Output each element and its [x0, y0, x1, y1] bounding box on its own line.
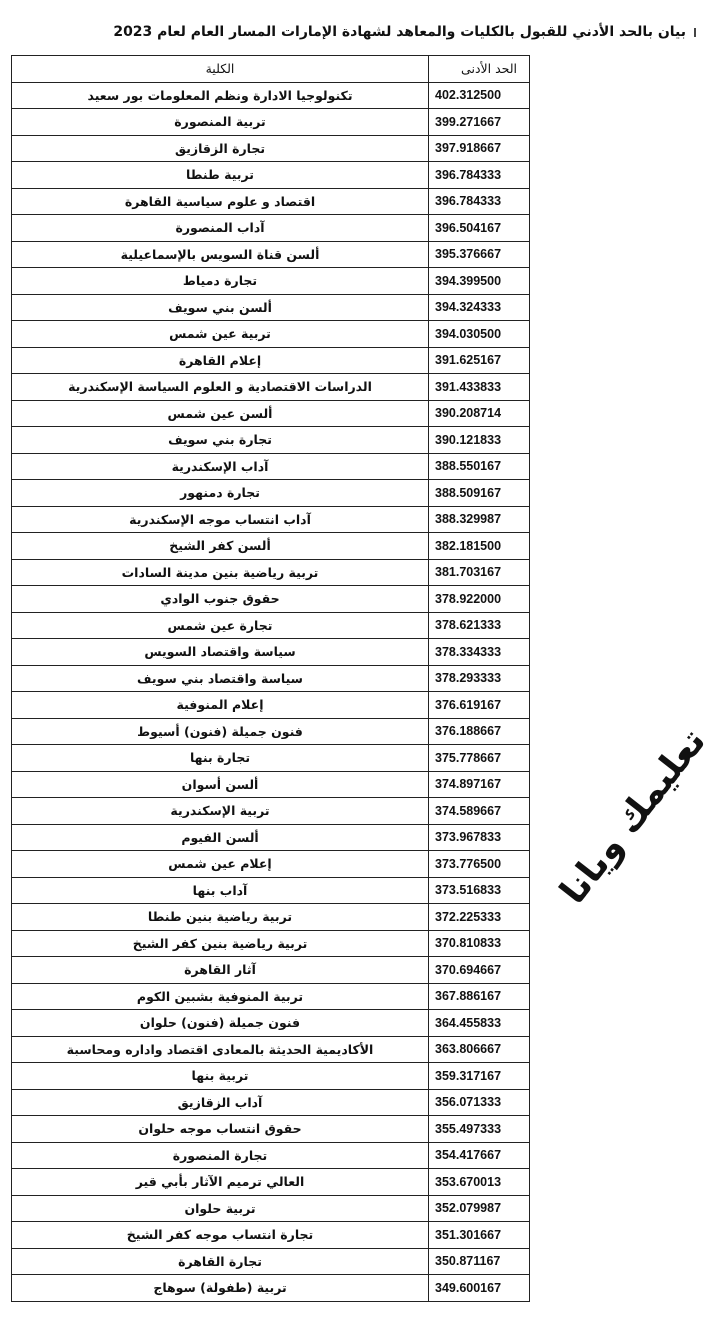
table-row [12, 400, 530, 427]
faculty-cell: تجارة عين شمس [12, 612, 429, 639]
column-header-min-score: الحد الأدنى [429, 56, 530, 83]
faculty-cell: العالي ترميم الآثار بأبي قير [12, 1169, 429, 1196]
min-score-cell: 370.810833 [429, 930, 530, 957]
table-row [12, 1010, 530, 1037]
min-score-cell: 373.516833 [429, 877, 530, 904]
faculty-cell: آداب بنها [12, 877, 429, 904]
faculty-cell: آداب انتساب موجه الإسكندرية [12, 506, 429, 533]
table-row [12, 321, 530, 348]
table-row [12, 347, 530, 374]
table-row [12, 1036, 530, 1063]
min-score-cell: 375.778667 [429, 745, 530, 772]
min-score-cell: 388.509167 [429, 480, 530, 507]
admission-scores-table [11, 55, 530, 1302]
table-row [12, 877, 530, 904]
faculty-cell: اقتصاد و علوم سياسية القاهرة [12, 188, 429, 215]
min-score-cell: 397.918667 [429, 135, 530, 162]
table-row [12, 639, 530, 666]
faculty-cell: ألسن أسوان [12, 771, 429, 798]
table-row [12, 533, 530, 560]
table-row [12, 374, 530, 401]
faculty-cell: إعلام المنوفية [12, 692, 429, 719]
faculty-cell: حقوق جنوب الوادي [12, 586, 429, 613]
min-score-cell: 370.694667 [429, 957, 530, 984]
faculty-cell: آداب الإسكندرية [12, 453, 429, 480]
faculty-cell: فنون جميلة (فنون) أسيوط [12, 718, 429, 745]
table-row [12, 162, 530, 189]
table-row [12, 1089, 530, 1116]
min-score-cell: 378.334333 [429, 639, 530, 666]
faculty-cell: تربية رياضية بنين مدينة السادات [12, 559, 429, 586]
min-score-cell: 352.079987 [429, 1195, 530, 1222]
table-row [12, 188, 530, 215]
faculty-cell: تربية طنطا [12, 162, 429, 189]
min-score-cell: 391.433833 [429, 374, 530, 401]
table-row [12, 82, 530, 109]
table-row [12, 268, 530, 295]
min-score-cell: 394.399500 [429, 268, 530, 295]
faculty-cell: تجارة دمياط [12, 268, 429, 295]
faculty-cell: تربية عين شمس [12, 321, 429, 348]
faculty-cell: إعلام القاهرة [12, 347, 429, 374]
min-score-cell: 396.504167 [429, 215, 530, 242]
min-score-cell: 390.121833 [429, 427, 530, 454]
faculty-cell: تجارة المنصورة [12, 1142, 429, 1169]
faculty-cell: تربية المنصورة [12, 109, 429, 136]
min-score-cell: 372.225333 [429, 904, 530, 931]
table-row [12, 665, 530, 692]
table-row [12, 506, 530, 533]
table-row [12, 824, 530, 851]
faculty-cell: تربية رياضية بنين كفر الشيخ [12, 930, 429, 957]
min-score-cell: 349.600167 [429, 1275, 530, 1302]
table-row [12, 904, 530, 931]
min-score-cell: 376.188667 [429, 718, 530, 745]
title-text: بيان بالحد الأدني للقبول بالكليات والمعاهد لشهادة الإمارات المسار العام لعام 2023 [113, 24, 686, 40]
table-row [12, 1169, 530, 1196]
min-score-cell: 381.703167 [429, 559, 530, 586]
min-score-cell: 376.619167 [429, 692, 530, 719]
min-score-cell: 351.301667 [429, 1222, 530, 1249]
table-row [12, 798, 530, 825]
table-row [12, 983, 530, 1010]
min-score-cell: 388.329987 [429, 506, 530, 533]
faculty-cell: تجارة بني سويف [12, 427, 429, 454]
faculty-cell: تربية بنها [12, 1063, 429, 1090]
table-row [12, 1116, 530, 1143]
document-title [113, 24, 696, 40]
min-score-cell: 364.455833 [429, 1010, 530, 1037]
table-row [12, 294, 530, 321]
table-row [12, 559, 530, 586]
table-row [12, 453, 530, 480]
faculty-cell: آداب المنصورة [12, 215, 429, 242]
faculty-cell: الأكاديمية الحديثة بالمعادى اقتصاد واداره ومحاسبة [12, 1036, 429, 1063]
table-row [12, 771, 530, 798]
table-row [12, 480, 530, 507]
faculty-cell: آداب الزقازيق [12, 1089, 429, 1116]
table-row [12, 1063, 530, 1090]
table-row [12, 215, 530, 242]
table-row [12, 1275, 530, 1302]
faculty-cell: تربية الإسكندرية [12, 798, 429, 825]
min-score-cell: 396.784333 [429, 162, 530, 189]
faculty-cell: تجارة القاهرة [12, 1248, 429, 1275]
faculty-cell: تربية حلوان [12, 1195, 429, 1222]
column-header-faculty: الكلية [12, 56, 429, 83]
table-row [12, 612, 530, 639]
faculty-cell: إعلام عين شمس [12, 851, 429, 878]
min-score-cell: 374.897167 [429, 771, 530, 798]
min-score-cell: 394.324333 [429, 294, 530, 321]
faculty-cell: ألسن عين شمس [12, 400, 429, 427]
min-score-cell: 356.071333 [429, 1089, 530, 1116]
table-row [12, 851, 530, 878]
min-score-cell: 391.625167 [429, 347, 530, 374]
table-row [12, 957, 530, 984]
table-header-row [12, 56, 530, 83]
min-score-cell: 388.550167 [429, 453, 530, 480]
table-row [12, 135, 530, 162]
min-score-cell: 367.886167 [429, 983, 530, 1010]
faculty-cell: ألسن بني سويف [12, 294, 429, 321]
table-row [12, 1142, 530, 1169]
faculty-cell: تجارة دمنهور [12, 480, 429, 507]
watermark: تعليمك ويانا [552, 721, 714, 912]
min-score-cell: 374.589667 [429, 798, 530, 825]
min-score-cell: 378.293333 [429, 665, 530, 692]
min-score-cell: 354.417667 [429, 1142, 530, 1169]
min-score-cell: 395.376667 [429, 241, 530, 268]
table-row [12, 241, 530, 268]
faculty-cell: فنون جميلة (فنون) حلوان [12, 1010, 429, 1037]
min-score-cell: 373.776500 [429, 851, 530, 878]
faculty-cell: تربية رياضية بنين طنطا [12, 904, 429, 931]
min-score-cell: 402.312500 [429, 82, 530, 109]
min-score-cell: 355.497333 [429, 1116, 530, 1143]
min-score-cell: 353.670013 [429, 1169, 530, 1196]
faculty-cell: تجارة بنها [12, 745, 429, 772]
faculty-cell: ألسن كفر الشيخ [12, 533, 429, 560]
faculty-cell: ألسن الفيوم [12, 824, 429, 851]
faculty-cell: الدراسات الاقتصادية و العلوم السياسة الإسكندرية [12, 374, 429, 401]
table-row [12, 1248, 530, 1275]
table-row [12, 930, 530, 957]
faculty-cell: تجارة الزقازيق [12, 135, 429, 162]
table-row [12, 692, 530, 719]
table-row [12, 718, 530, 745]
min-score-cell: 382.181500 [429, 533, 530, 560]
faculty-cell: تربية المنوفية بشبين الكوم [12, 983, 429, 1010]
table-row [12, 586, 530, 613]
table-row [12, 745, 530, 772]
faculty-cell: ألسن قناة السويس بالإسماعيلية [12, 241, 429, 268]
table-row [12, 1222, 530, 1249]
faculty-cell: سياسة واقتصاد بني سويف [12, 665, 429, 692]
min-score-cell: 359.317167 [429, 1063, 530, 1090]
faculty-cell: حقوق انتساب موجه حلوان [12, 1116, 429, 1143]
min-score-cell: 399.271667 [429, 109, 530, 136]
faculty-cell: آثار القاهرة [12, 957, 429, 984]
faculty-cell: سياسة واقتصاد السويس [12, 639, 429, 666]
faculty-cell: تجارة انتساب موجه كفر الشيخ [12, 1222, 429, 1249]
min-score-cell: 363.806667 [429, 1036, 530, 1063]
table-row [12, 109, 530, 136]
table-row [12, 427, 530, 454]
min-score-cell: 373.967833 [429, 824, 530, 851]
square-bullet-icon [694, 28, 696, 37]
min-score-cell: 390.208714 [429, 400, 530, 427]
table-row [12, 1195, 530, 1222]
faculty-cell: تكنولوجيا الادارة ونظم المعلومات بور سعيد [12, 82, 429, 109]
min-score-cell: 378.621333 [429, 612, 530, 639]
min-score-cell: 350.871167 [429, 1248, 530, 1275]
min-score-cell: 396.784333 [429, 188, 530, 215]
min-score-cell: 394.030500 [429, 321, 530, 348]
faculty-cell: تربية (طفولة) سوهاج [12, 1275, 429, 1302]
min-score-cell: 378.922000 [429, 586, 530, 613]
